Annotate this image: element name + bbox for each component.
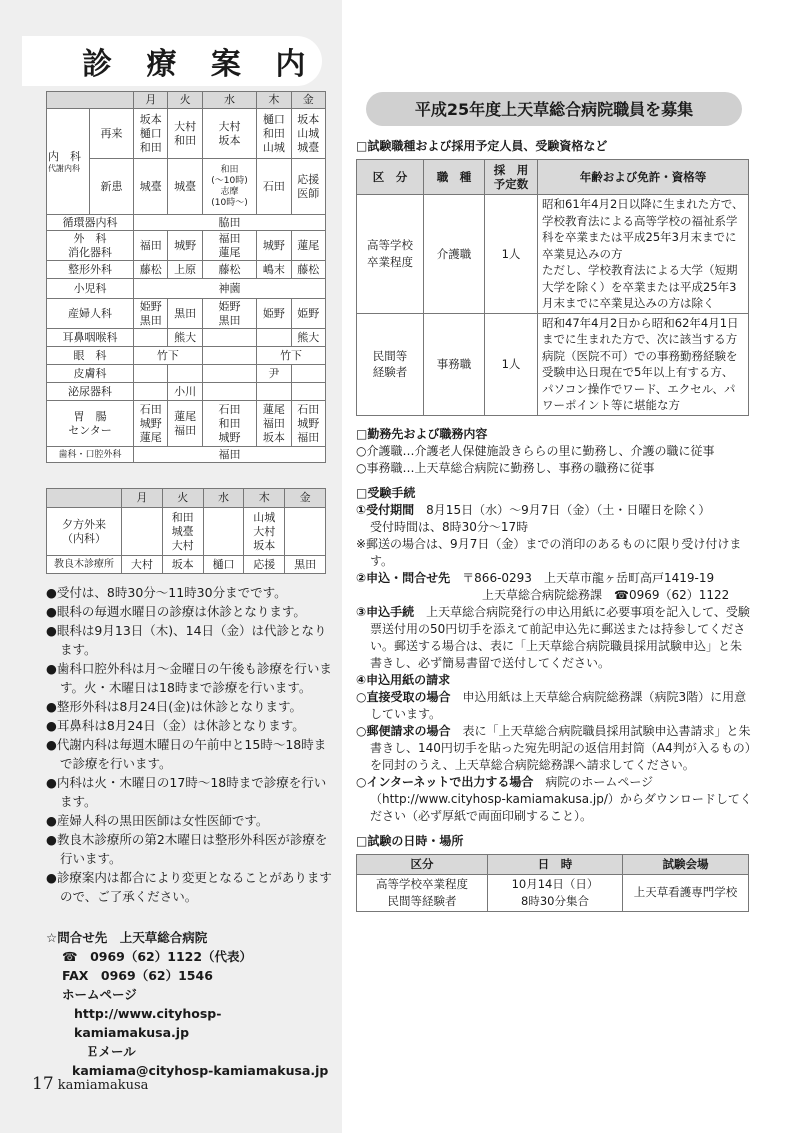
cell	[257, 329, 291, 347]
exam-table	[356, 854, 749, 912]
cell	[257, 383, 291, 401]
table-row	[357, 313, 749, 415]
cell	[202, 347, 256, 365]
day-wed: 水	[202, 92, 256, 109]
cell: 尹	[257, 365, 291, 383]
cell: 和田 (～10時) 志摩 (10時～)	[202, 159, 256, 215]
cell	[122, 508, 163, 556]
cell: 1人	[485, 195, 538, 314]
cell	[203, 508, 244, 556]
cell: 石田 城野 福田	[291, 401, 325, 447]
kinmu-jimu: ○事務職…上天草総合病院に勤務し、事務の職務に従事	[356, 460, 655, 475]
col-shikaku: 年齢および免許・資格等	[538, 160, 749, 195]
table-row	[47, 329, 326, 347]
section-heading: □試験の日時・場所	[356, 833, 464, 848]
header-blank	[47, 489, 122, 508]
dept-sanfu: 産婦人科	[47, 299, 134, 329]
table-row	[47, 447, 326, 463]
table-row	[47, 299, 326, 329]
cell: 福田	[134, 231, 168, 261]
day-tue: 火	[162, 489, 203, 508]
cell: 黒田	[285, 556, 326, 574]
email-link[interactable]: kamiama@cityhosp-kamiamakusa.jp	[72, 1063, 329, 1078]
table-header-row	[47, 92, 326, 109]
tetsuzuki-label: ③申込手続	[356, 604, 415, 619]
table-row	[47, 215, 326, 231]
col-kubun: 区分	[357, 854, 488, 874]
table-row	[47, 231, 326, 261]
table-row	[47, 383, 326, 401]
day-wed: 水	[203, 489, 244, 508]
footer-text: kamiamakusa	[57, 1078, 149, 1093]
recruit-section	[356, 92, 752, 912]
cell: 大村 和田	[168, 109, 202, 159]
col-shokushu: 職 種	[424, 160, 485, 195]
list-item: ●診療案内は都合により変更となることがありますので、ご了承ください。	[46, 870, 332, 904]
page-number: 17	[32, 1074, 54, 1094]
dept-shoni: 小児科	[47, 279, 134, 299]
day-tue: 火	[168, 92, 202, 109]
cell: 応援 医師	[291, 159, 325, 215]
tetsuzuki-text: 上天草総合病院発行の申込用紙に必要事項を記入して、受験票送付用の50円切手を添えて前記申込先に郵送または持参してください。郵送する場合は、表に「上天草総合病院職員採用試験申込」と朱書きし、必ず簡易書留で送付してください。	[370, 604, 750, 670]
tetsuzuki-line	[356, 604, 752, 672]
dept-jibi: 耳鼻咽喉科	[47, 329, 134, 347]
row-label-kyoragi: 教良木診療所	[47, 556, 122, 574]
dept-junkanki: 循環器内科	[47, 215, 134, 231]
cell: 応援	[244, 556, 285, 574]
cell: 昭和61年4月2日以降に生まれた方で、学校教育法による高等学校の福祉系学科を卒業または平成25年3月末までに卒業見込みの方 ただし、学校教育法による大学（短期大学を除く）を卒業または平成25年3月末までに卒業見込みの方は除く	[538, 195, 749, 314]
moushikomi-address: 〒866-0293 上天草市龍ヶ岳町高戸1419-19	[450, 570, 715, 585]
section-title	[22, 36, 322, 86]
contact-heading: ☆問合せ先 上天草総合病院	[46, 930, 208, 945]
cell: 嶋末	[257, 261, 291, 279]
cell: 石田 城野 蓮尾	[134, 401, 168, 447]
yubin-text: 表に「上天草総合病院職員採用試験申込書請求」と朱書きし、140円切手を貼った宛先明記の返信用封筒（A4判が入るもの）を同封のうえ、上天草総合病院総務課へ請求してください。	[370, 723, 751, 772]
cell: 坂本	[162, 556, 203, 574]
cell: 和田 城臺 大村	[162, 508, 203, 556]
day-fri: 金	[285, 489, 326, 508]
cell: 大村	[122, 556, 163, 574]
cell: 上天草看護専門学校	[623, 874, 749, 911]
table-header-row	[357, 160, 749, 195]
cell: 石田	[257, 159, 291, 215]
day-thu: 木	[244, 489, 285, 508]
list-item: ●耳鼻科は8月24日（金）は休診となります。	[46, 718, 305, 733]
moushikomi-label: ②申込・問合せ先	[356, 570, 451, 585]
moushikomi-contact: 上天草総合病院総務課 ☎0969（62）1122	[482, 587, 730, 602]
table-row	[47, 261, 326, 279]
cell: 熊大	[168, 329, 202, 347]
col-ninzu: 採 用 予定数	[485, 160, 538, 195]
cell	[134, 365, 168, 383]
dept-sublabel: 代謝内科	[48, 164, 80, 173]
section-heading: □受験手続	[356, 485, 416, 500]
dept-geka: 外 科 消化器科	[47, 231, 134, 261]
cell: 事務職	[424, 313, 485, 415]
cell: 坂本 山城 城臺	[291, 109, 325, 159]
list-item: ●眼科は9月13日（木)、14日（金）は代診となります。	[46, 623, 327, 657]
cell: 竹下	[257, 347, 326, 365]
cell: 1人	[485, 313, 538, 415]
cell: 蓮尾 福田 坂本	[257, 401, 291, 447]
dept-naika	[47, 109, 90, 215]
day-thu: 木	[257, 92, 291, 109]
cell: 城野	[168, 231, 202, 261]
cell: 城臺	[134, 159, 168, 215]
homepage-link[interactable]: http://www.cityhosp-kamiamakusa.jp	[74, 1006, 222, 1040]
cell	[134, 383, 168, 401]
jobs-table	[356, 159, 749, 416]
notes-list	[46, 583, 334, 906]
cell: 藤松	[134, 261, 168, 279]
dept-ichou: 胃 腸 センター	[47, 401, 134, 447]
contact-fax: FAX 0969（62）1546	[62, 968, 213, 983]
cell: 石田 和田 城野	[202, 401, 256, 447]
day-mon: 月	[134, 92, 168, 109]
col-kubun: 区 分	[357, 160, 424, 195]
list-item: ●眼科の毎週水曜日の診療は休診となります。	[46, 604, 306, 619]
dept-label: 内 科	[48, 150, 81, 163]
cell: 神薗	[134, 279, 326, 299]
cell: 大村 坂本	[202, 109, 256, 159]
cell: 姫野	[257, 299, 291, 329]
uketsuke-label: ①受付期間	[356, 502, 415, 517]
table-row	[47, 109, 326, 159]
row-label-saishin: 再来	[90, 109, 134, 159]
cell: 蓮尾 福田	[168, 401, 202, 447]
uketsuke-time: 受付時間は、8時30分～17時	[370, 519, 529, 534]
table-row	[357, 195, 749, 314]
cell: 藤松	[202, 261, 256, 279]
contact-tel: ☎ 0969（62）1122（代表）	[62, 949, 253, 964]
cell: 坂本 樋口 和田	[134, 109, 168, 159]
chokusetsu-label: ○直接受取の場合	[356, 689, 451, 704]
section-heading: □勤務先および職務内容	[356, 426, 488, 441]
cell: 藤松	[291, 261, 325, 279]
contact-block	[46, 928, 336, 1080]
table-row	[47, 508, 326, 556]
chokusetsu-text: 申込用紙は上天草総合病院総務課（病院3階）に用意しています。	[370, 689, 747, 721]
internet-text: 病院のホームページ（http://www.cityhosp-kamiamakusa.jp/）からダウンロードしてください（必ず厚紙で両面印刷すること）。	[370, 774, 752, 823]
day-mon: 月	[122, 489, 163, 508]
seikyu-label: ④申込用紙の請求	[356, 672, 451, 687]
yubin-line	[356, 723, 752, 774]
list-item: ●産婦人科の黒田医師は女性医師です。	[46, 813, 269, 828]
cell	[291, 365, 325, 383]
cell: 福田 蓮尾	[202, 231, 256, 261]
cell: 熊大	[291, 329, 325, 347]
list-item: ●内科は火・木曜日の17時～18時まで診療を行います。	[46, 775, 327, 809]
table-row	[47, 556, 326, 574]
page-footer	[32, 1074, 148, 1094]
cell: 上原	[168, 261, 202, 279]
cell: 高等学校 卒業程度	[357, 195, 424, 314]
dept-ganka: 眼 科	[47, 347, 134, 365]
recruit-banner: 平成25年度上天草総合病院職員を募集	[366, 92, 742, 126]
cell: 脇田	[134, 215, 326, 231]
kinmu-kaigo: ○介護職…介護老人保健施設きららの里に勤務し、介護の職に従事	[356, 443, 715, 458]
cell	[202, 329, 256, 347]
table-row	[47, 347, 326, 365]
col-nichiji: 日 時	[488, 854, 623, 874]
cell: 樋口 和田 山城	[257, 109, 291, 159]
uketsuke-period: 8月15日（水）～9月7日（金）（土・日曜日を除く）	[414, 502, 711, 517]
moushikomi-line	[356, 570, 752, 587]
cell	[285, 508, 326, 556]
cell: 姫野 黒田	[134, 299, 168, 329]
cell: 昭和47年4月2日から昭和62年4月1日までに生まれた方で、次に該当する方 病院（医院不可）での事務勤務経験を受験申込日現在で5年以上有する方、パソコン操作でワード、エクセル、パワーポイント等に堪能な方	[538, 313, 749, 415]
contact-email-label: Ｅメール	[86, 1044, 136, 1059]
cell: 蓮尾	[291, 231, 325, 261]
contact-hp-label: ホームページ	[62, 987, 137, 1002]
internet-line	[356, 774, 752, 825]
list-item: ●整形外科は8月24日(金)は休診となります。	[46, 699, 303, 714]
cell: 高等学校卒業程度 民間等経験者	[357, 874, 488, 911]
evening-schedule-table	[46, 488, 326, 574]
cell	[291, 383, 325, 401]
clinic-schedule-table	[46, 91, 326, 463]
cell: 民間等 経験者	[357, 313, 424, 415]
header-blank	[47, 92, 134, 109]
cell	[202, 365, 256, 383]
list-item: ●代謝内科は毎週木曜日の午前中と15時～18時まで診療を行います。	[46, 737, 327, 771]
cell	[134, 329, 168, 347]
list-item: ●歯科口腔外科は月～金曜日の午後も診療を行います。火・木曜日は18時まで診療を行います。	[46, 661, 332, 695]
table-row	[357, 874, 749, 911]
table-row	[47, 365, 326, 383]
cell: 城野	[257, 231, 291, 261]
cell: 城臺	[168, 159, 202, 215]
chokusetsu-line	[356, 689, 752, 723]
cell: 10月14日（日） 8時30分集合	[488, 874, 623, 911]
page-title: 診 療 案 内	[82, 47, 318, 82]
cell: 黒田	[168, 299, 202, 329]
section-heading: □試験職種および採用予定人員、受験資格など	[356, 139, 608, 153]
cell	[202, 383, 256, 401]
cell: 山城 大村 坂本	[244, 508, 285, 556]
dept-hinyou: 泌尿器科	[47, 383, 134, 401]
table-row	[47, 401, 326, 447]
table-header-row	[47, 489, 326, 508]
table-header-row	[357, 854, 749, 874]
col-kaijo: 試験会場	[623, 854, 749, 874]
internet-label: ○インターネットで出力する場合	[356, 774, 534, 789]
cell: 樋口	[203, 556, 244, 574]
cell	[168, 365, 202, 383]
cell: 福田	[134, 447, 326, 463]
yuso-note: ※郵送の場合は、9月7日（金）までの消印のあるものに限り受け付けます。	[356, 536, 742, 568]
day-fri: 金	[291, 92, 325, 109]
table-row	[47, 279, 326, 299]
list-item: ●受付は、8時30分～11時30分までです。	[46, 585, 287, 600]
cell: 小川	[168, 383, 202, 401]
uketsuke-line	[356, 502, 752, 519]
row-label-yugata: 夕方外来 （内科）	[47, 508, 122, 556]
row-label-shinkan: 新患	[90, 159, 134, 215]
cell: 介護職	[424, 195, 485, 314]
dept-shika: 歯科・口腔外科	[47, 447, 134, 463]
cell: 姫野	[291, 299, 325, 329]
dept-seikei: 整形外科	[47, 261, 134, 279]
list-item: ●教良木診療所の第2木曜日は整形外科医が診療を行います。	[46, 832, 328, 866]
cell: 竹下	[134, 347, 203, 365]
cell: 姫野 黒田	[202, 299, 256, 329]
dept-hifu: 皮膚科	[47, 365, 134, 383]
yubin-label: ○郵便請求の場合	[356, 723, 451, 738]
